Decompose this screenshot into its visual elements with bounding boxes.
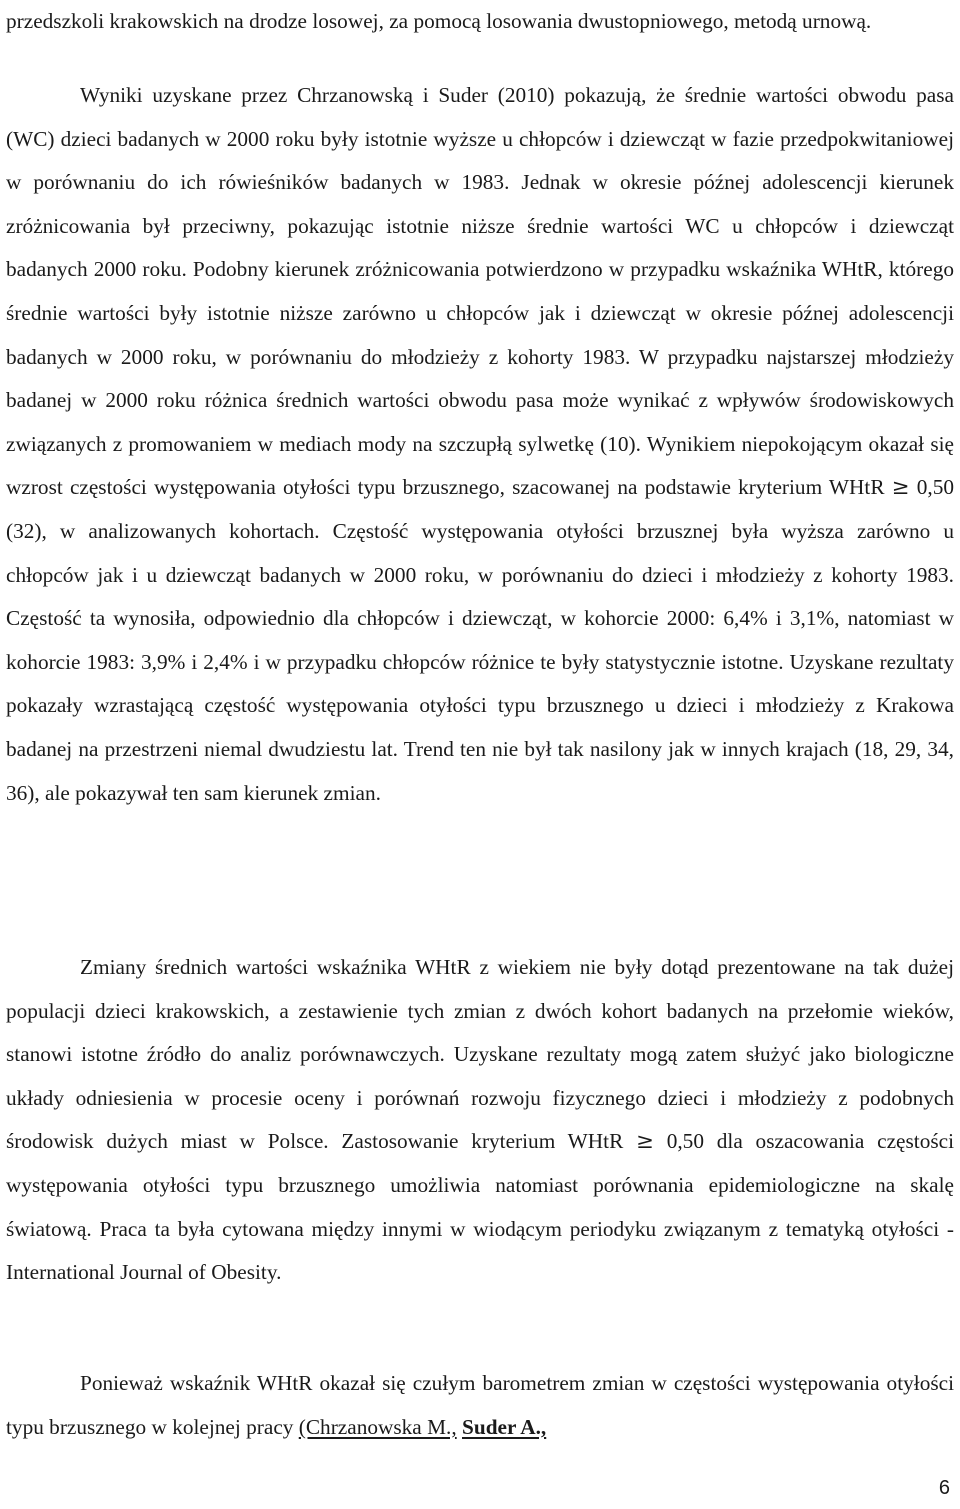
paragraph-text: 0,50 (32), w analizowanych kohortach. Częstość występowania otyłości brzusznej była wyższa zarówno u chłopców jak i u dziewcząt badanych w 2000 roku, w porównaniu do dzieci i młodzieży z kohorty 1983. Częstość ta wynosiła, odpowiednio dla chłopców i dziewcząt, w kohorcie 2000: 6,4% i 3,1%, natomiast w kohorcie 1983: 3,9% i 2,4% i w przypadku chłopców różnice te były statystycznie istotne. Uzyskane rezultaty pokazały wzrastającą częstość występowania otyłości typu brzusznego u dzieci i młodzieży z Krakowa badanej na przestrzeni niemal dwudziestu lat. Trend ten nie był tak nasilony jak w innych krajach (18, 29, 34, 36), ale pokazywał ten sam kierunek zmian. xyxy=(6,475,955,805)
paragraph-text: Zmiany średnich wartości wskaźnika WHtR z wiekiem nie były dotąd prezentowane na tak dużej populacji dzieci krakowskich, a zestawienie tych zmian z dwóch kohort badanych na przełomie wieków, stanowi istotne źródło do analiz porównawczych. Uzyskane rezultaty mogą zatem służyć jako biologiczne układy odniesienia w procesie oceny i porównań rozwoju fizycznego dzieci i młodzieży z podobnych środowisk dużych miast w Polsce. Zastosowanie kryterium WHtR xyxy=(6,955,954,1154)
citation-author-bold[interactable]: Suder A., xyxy=(462,1414,547,1439)
page-number: 6 xyxy=(938,1477,950,1499)
paragraph-next-work xyxy=(6,1362,954,1449)
greater-equal-symbol: ≥ xyxy=(636,1129,654,1155)
greater-equal-symbol: ≥ xyxy=(891,475,910,501)
paragraph-text: 0,50 dla oszacowania częstości występowania otyłości typu brzusznego umożliwia natomiast porównania epidemiologiczne na skalę światową. Praca ta była cytowana między innymi w wiodącym periodyku związanym z tematyką otyłości - International Journal of Obesity. xyxy=(6,1129,954,1285)
paragraph-text: przedszkoli krakowskich na drodze losowej, za pomocą losowania dwustopniowego, metodą urnową. xyxy=(6,9,872,33)
paragraph-text: Wyniki uzyskane przez Chrzanowską i Suder (2010) pokazują, że średnie wartości obwodu pasa (WC) dzieci badanych w 2000 roku były istotnie wyższe u chłopców i dziewcząt w fazie przedpokwitaniowej w porównaniu do ich rówieśników badanych w 1983. Jednak w okresie późnej adolescencji kierunek zróżnicowania był przeciwny, pokazując istotnie niższe średnie wartości WC u chłopców i dziewcząt badanych 2000 roku. Podobny kierunek zróżnicowania potwierdzono w przypadku wskaźnika WHtR, którego średnie wartości były istotnie niższe zarówno u chłopców jak i dziewcząt w okresie późnej adolescencji badanych w 2000 roku, w porównaniu do młodzieży z kohorty 1983. W przypadku najstarszej młodzieży badanej w 2000 roku różnica średnich wartości obwodu pasa może wynikać z wpływów środowiskowych związanych z promowaniem w mediach mody na szczupłą sylwetkę (10). Wynikiem niepokojącym okazał się wzrost częstości występowania otyłości typu brzusznego, szacowanej na podstawie kryterium WHtR xyxy=(6,83,954,500)
paragraph-results-wc-whtr xyxy=(6,74,954,815)
paragraph-text: Ponieważ wskaźnik WHtR okazał się czułym barometrem zmian w częstości występowania otyłości typu brzusznego w kolejnej pracy xyxy=(6,1371,954,1439)
paragraph-intro-continuation xyxy=(6,0,954,44)
citation-author-link[interactable]: (Chrzanowska M., xyxy=(298,1414,457,1439)
paragraph-whtr-changes xyxy=(6,946,954,1295)
